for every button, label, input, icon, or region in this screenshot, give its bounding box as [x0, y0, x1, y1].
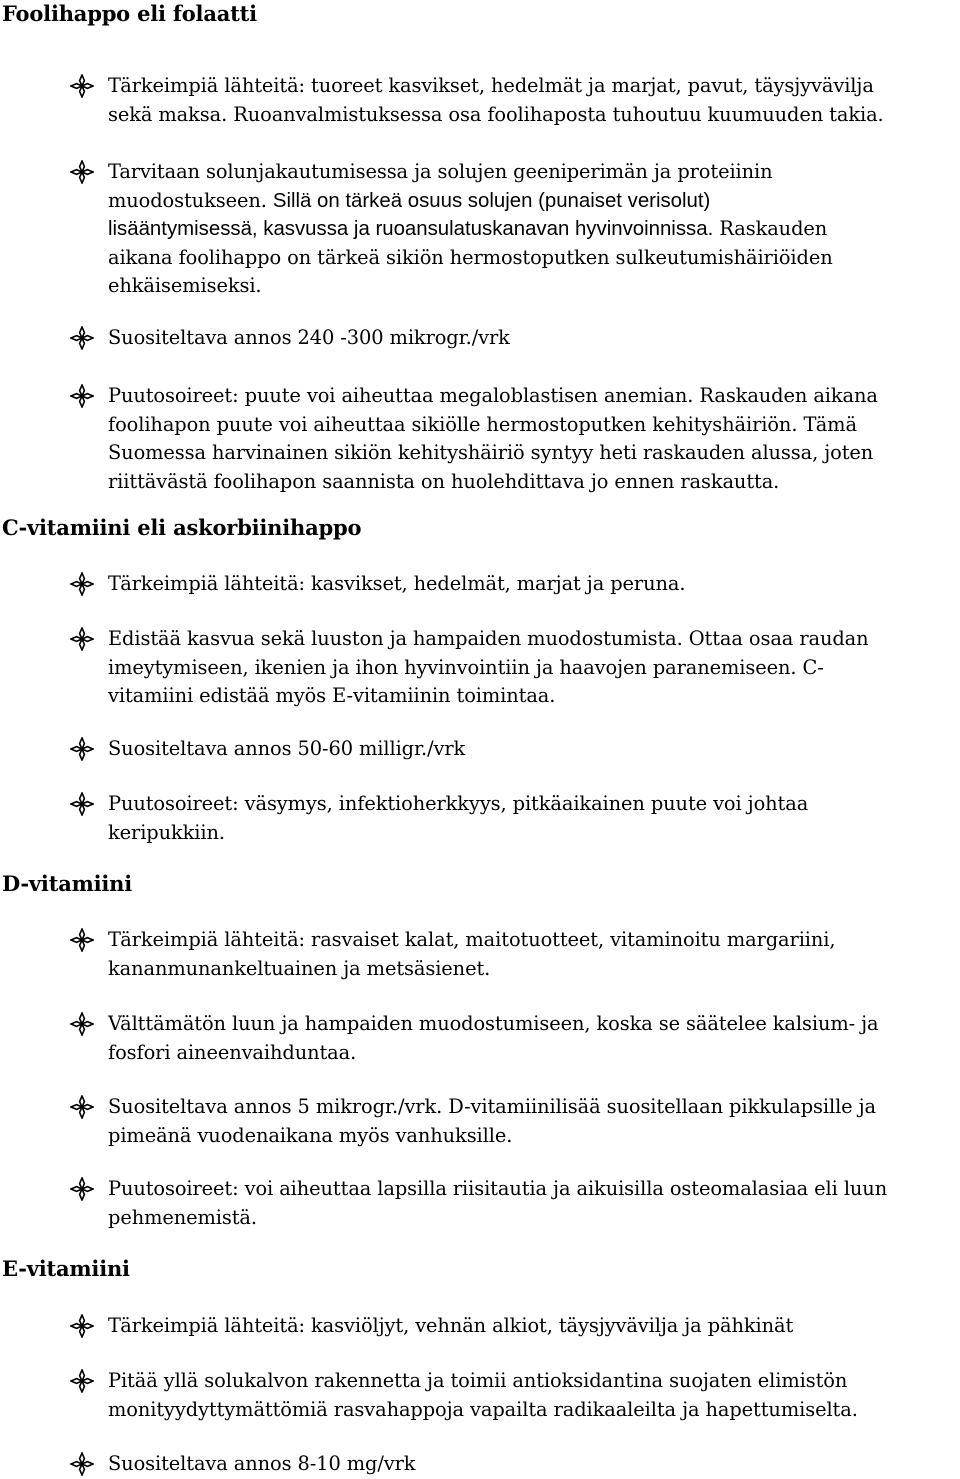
text-run: Suomessa harvinainen sikiön kehityshäiriö syntyy heti raskauden alussa, joten [108, 441, 874, 464]
four-diamond-star-icon [70, 384, 94, 408]
section-heading: C-vitamiini eli askorbiinihappo [2, 515, 362, 540]
text-line [108, 411, 958, 440]
text-run: Tärkeimpiä lähteitä: kasvikset, hedelmät, marjat ja peruna. [108, 572, 686, 595]
text-line [108, 382, 958, 411]
four-diamond-star-icon [70, 1177, 94, 1201]
bullet-text [108, 1367, 958, 1424]
text-run: Tärkeimpiä lähteitä: rasvaiset kalat, maitotuotteet, vitaminoitu margariini, [108, 928, 836, 951]
text-line [108, 654, 958, 683]
bullet-text [108, 735, 958, 764]
text-line [108, 439, 958, 468]
text-run: foolihapon puute voi aiheuttaa sikiölle hermostoputken kehityshäiriön. Tämä [108, 412, 857, 436]
text-line [108, 926, 958, 955]
four-diamond-star-icon [70, 792, 94, 816]
text-run: Suositeltava annos 5 mikrogr./vrk. D-vitamiinilisää suositellaan pikkulapsille ja [108, 1095, 876, 1118]
text-run: pimeänä vuodenaikana myös vanhuksille. [108, 1123, 513, 1147]
four-diamond-star-icon [70, 1095, 94, 1119]
text-line [108, 1204, 958, 1233]
four-diamond-star-icon [70, 74, 94, 98]
section-heading: D-vitamiini [2, 871, 133, 896]
text-run: Sillä on tärkeä osuus solujen (punaiset verisolut) [272, 189, 711, 212]
text-line [108, 1093, 958, 1122]
bullet-text [108, 72, 958, 129]
text-line [108, 1175, 958, 1204]
text-run: Suositeltava annos 8-10 mg/vrk [108, 1452, 416, 1475]
text-line [108, 158, 958, 187]
bullet-text [108, 324, 958, 353]
text-run: Tärkeimpiä lähteitä: tuoreet kasvikset, hedelmät ja marjat, pavut, täysjyvävilja [108, 74, 874, 97]
text-run: Edistää kasvua sekä luuston ja hampaiden muodostumista. Ottaa osaa raudan [108, 627, 869, 650]
text-line [108, 1010, 958, 1039]
bullet-text [108, 158, 958, 301]
text-run: fosfori aineenvaihduntaa. [108, 1040, 357, 1064]
section-heading: E-vitamiini [2, 1256, 130, 1281]
text-line [108, 72, 958, 101]
text-line [108, 682, 958, 711]
four-diamond-star-icon [70, 572, 94, 596]
text-line [108, 468, 958, 497]
text-run: Tärkeimpiä lähteitä: kasviöljyt, vehnän alkiot, täysjyvävilja ja pähkinät [108, 1314, 794, 1337]
text-run: Välttämätön luun ja hampaiden muodostumiseen, koska se säätelee kalsium- ja [108, 1012, 879, 1035]
text-line [108, 101, 958, 130]
text-run: monityydyttymättömiä rasvahappoja vapailta radikaaleilta ja hapettumiselta. [108, 1397, 858, 1421]
text-line [108, 324, 958, 353]
text-line [108, 215, 958, 244]
four-diamond-star-icon [70, 627, 94, 651]
text-line [108, 187, 958, 216]
four-diamond-star-icon [70, 1369, 94, 1393]
four-diamond-star-icon [70, 326, 94, 350]
bullet-text [108, 1450, 958, 1479]
text-run: Puutosoireet: väsymys, infektioherkkyys, pitkäaikainen puute voi johtaa [108, 792, 809, 815]
text-line [108, 1039, 958, 1068]
text-run: Pitää yllä solukalvon rakennetta ja toimii antioksidantina suojaten elimistön [108, 1369, 848, 1392]
four-diamond-star-icon [70, 1314, 94, 1338]
four-diamond-star-icon [70, 160, 94, 184]
text-line [108, 1396, 958, 1425]
text-line [108, 244, 958, 273]
text-run: Puutosoireet: voi aiheuttaa lapsilla riisitautia ja aikuisilla osteomalasiaa eli luun [108, 1177, 888, 1200]
section-heading: Foolihappo eli folaatti [2, 1, 257, 26]
bullet-text [108, 790, 958, 847]
bullet-text [108, 1093, 958, 1150]
text-run: riittävästä foolihapon saannista on huolehdittava jo ennen raskautta. [108, 469, 780, 493]
text-run: pehmenemistä. [108, 1205, 257, 1229]
text-run: lisääntymisessä, kasvussa ja ruoansulatuskanavan hyvinvoinnissa. [108, 218, 714, 240]
text-run: aikana foolihappo on tärkeä sikiön hermostoputken sulkeutumishäiriöiden [108, 245, 833, 269]
four-diamond-star-icon [70, 737, 94, 761]
text-run: imeytymiseen, ikenien ja ihon hyvinvointiin ja haavojen paranemiseen. C- [108, 655, 824, 679]
text-line [108, 272, 958, 301]
text-line [108, 1312, 958, 1341]
four-diamond-star-icon [70, 1012, 94, 1036]
text-run: muodostukseen. [108, 188, 273, 212]
text-line [108, 735, 958, 764]
bullet-text [108, 926, 958, 983]
bullet-text [108, 1312, 958, 1341]
bullet-text [108, 1010, 958, 1067]
bullet-text [108, 625, 958, 711]
text-run: Raskauden [713, 217, 828, 240]
text-line [108, 955, 958, 984]
text-run: Suositeltava annos 240 -300 mikrogr./vrk [108, 326, 510, 349]
text-line [108, 625, 958, 654]
text-run: sekä maksa. Ruoanvalmistuksessa osa foolihaposta tuhoutuu kuumuuden takia. [108, 102, 884, 126]
text-line [108, 1122, 958, 1151]
text-line [108, 1367, 958, 1396]
text-run: Suositeltava annos 50-60 milligr./vrk [108, 737, 466, 760]
bullet-text [108, 1175, 958, 1232]
text-line [108, 790, 958, 819]
text-run: Puutosoireet: puute voi aiheuttaa megaloblastisen anemian. Raskauden aikana [108, 384, 878, 407]
text-line [108, 570, 958, 599]
four-diamond-star-icon [70, 1452, 94, 1476]
four-diamond-star-icon [70, 928, 94, 952]
text-run: ehkäisemiseksi. [108, 274, 262, 297]
bullet-text [108, 382, 958, 496]
text-line [108, 819, 958, 848]
bullet-text [108, 570, 958, 599]
text-run: Tarvitaan solunjakautumisessa ja solujen geeniperimän ja proteiinin [108, 160, 773, 183]
text-run: kananmunankeltuainen ja metsäsienet. [108, 956, 491, 980]
text-run: keripukkiin. [108, 820, 225, 844]
text-run: vitamiini edistää myös E-vitamiinin toimintaa. [108, 684, 556, 707]
text-line [108, 1450, 958, 1479]
